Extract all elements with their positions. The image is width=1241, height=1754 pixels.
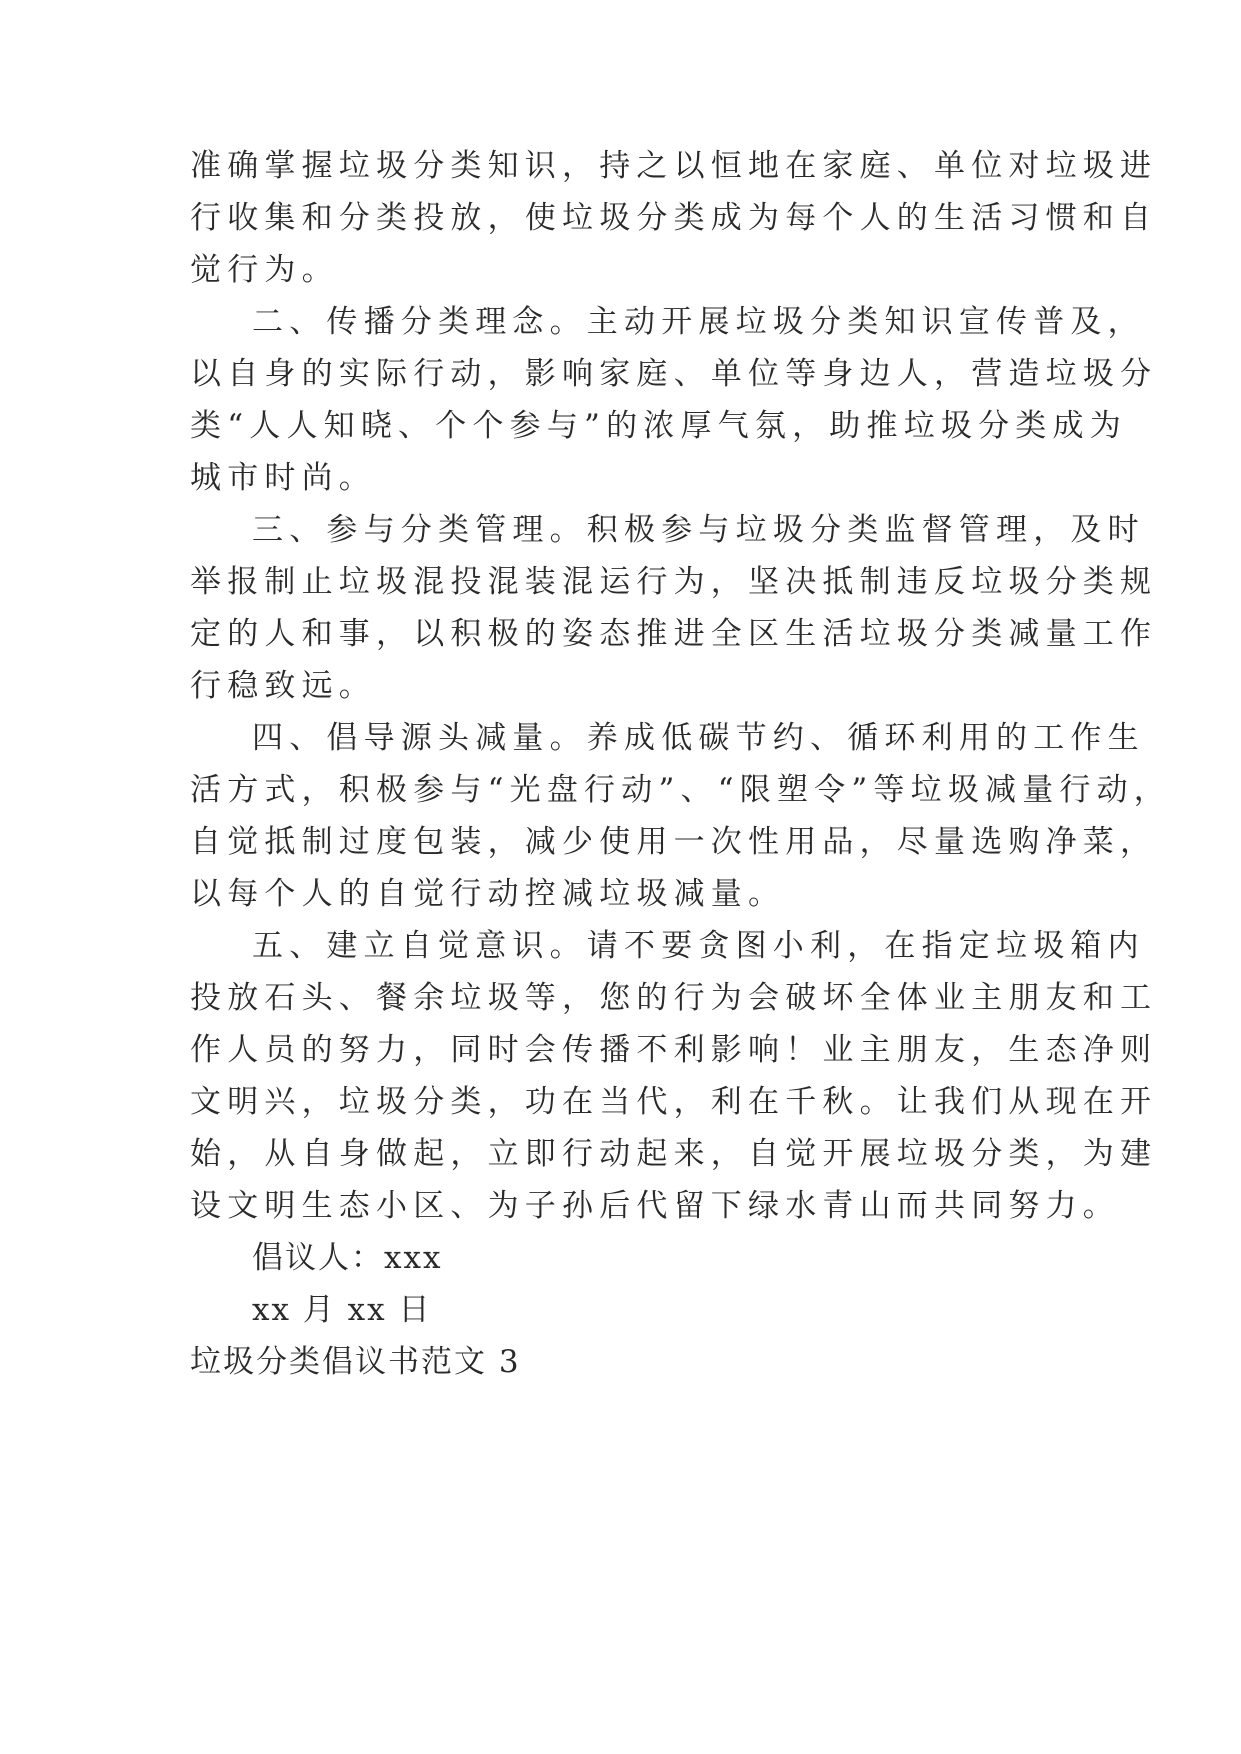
paragraph-line: 活方式，积极参与“光盘行动”、“限塑令”等垃圾减量行动，: [190, 772, 1171, 808]
paragraph-line: 行稳致远。: [190, 668, 376, 704]
paragraph-line: 以每个人的自觉行动控减垃圾减量。: [190, 876, 786, 912]
paragraph-line: 定的人和事，以积极的姿态推进全区生活垃圾分类减量工作: [190, 616, 1158, 652]
paragraph-line: 作人员的努力，同时会传播不利影响！业主朋友，生态净则: [190, 1032, 1158, 1068]
paragraph-line: 觉行为。: [190, 252, 339, 288]
date: xx 月 xx 日: [252, 1292, 432, 1328]
signature: 倡议人：xxx: [252, 1240, 443, 1276]
paragraph-line: 设文明生态小区、为子孙后代留下绿水青山而共同努力。: [190, 1188, 1120, 1224]
paragraph-line: 始，从自身做起，立即行动起来，自觉开展垃圾分类，为建: [190, 1136, 1158, 1172]
paragraph-line: 以自身的实际行动，影响家庭、单位等身边人，营造垃圾分: [190, 356, 1158, 392]
paragraph-line: 四、倡导源头减量。养成低碳节约、循环利用的工作生: [252, 720, 1145, 756]
paragraph-line: 二、传播分类理念。主动开展垃圾分类知识宣传普及，: [252, 304, 1145, 340]
paragraph-line: 自觉抵制过度包装，减少使用一次性用品，尽量选购净菜，: [190, 824, 1158, 860]
paragraph-line: 三、参与分类管理。积极参与垃圾分类监督管理，及时: [252, 512, 1145, 548]
paragraph-line: 五、建立自觉意识。请不要贪图小利，在指定垃圾箱内: [252, 928, 1145, 964]
paragraph-line: 举报制止垃圾混投混装混运行为，坚决抵制违反垃圾分类规: [190, 564, 1158, 600]
paragraph-line: 投放石头、餐余垃圾等，您的行为会破坏全体业主朋友和工: [190, 980, 1158, 1016]
paragraph-line: 行收集和分类投放，使垃圾分类成为每个人的生活习惯和自: [190, 200, 1158, 236]
paragraph-line: 文明兴，垃圾分类，功在当代，利在千秋。让我们从现在开: [190, 1084, 1158, 1120]
next-article-heading: 垃圾分类倡议书范文 3: [190, 1344, 521, 1380]
paragraph-line: 准确掌握垃圾分类知识，持之以恒地在家庭、单位对垃圾进: [190, 148, 1158, 184]
paragraph-line: 城市时尚。: [190, 460, 376, 496]
paragraph-line: 类“人人知晓、个个参与”的浓厚气氛，助推垃圾分类成为: [190, 408, 1127, 444]
